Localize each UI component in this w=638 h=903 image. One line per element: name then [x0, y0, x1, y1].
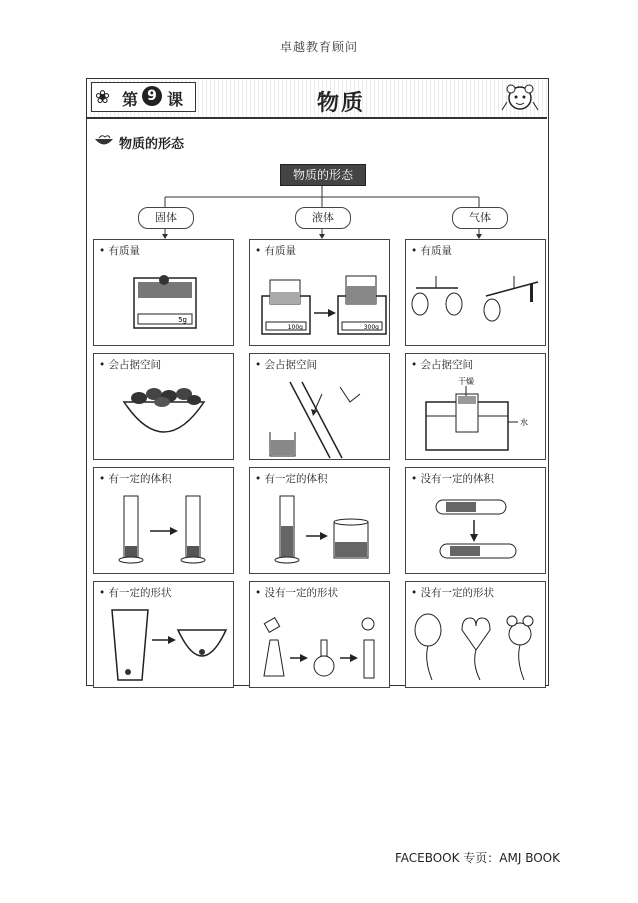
cell-label: • 会占据空间 [255, 359, 318, 371]
cell-label: • 会占据空间 [99, 359, 162, 371]
lesson-title: 物质 [317, 91, 366, 116]
cup-to-bowl-illustration [94, 600, 235, 688]
cell-solid-shape [93, 581, 234, 688]
cell-label: • 有一定的体积 [255, 473, 328, 485]
cell-label: • 没有一定的体积 [411, 473, 495, 485]
cell-gas-volume [405, 467, 546, 574]
scale-with-cylinder-illustration [250, 258, 391, 346]
scale-reading: 300g [363, 324, 379, 331]
cell-liquid-mass [249, 239, 390, 346]
shaped-balloons-illustration [406, 600, 547, 688]
water-label: 水 [520, 418, 528, 427]
cell-gas-shape [405, 581, 546, 688]
lesson-frame [86, 78, 549, 686]
lesson-number: 9 [142, 86, 162, 106]
page-header: 卓越教育顾问 [279, 40, 358, 54]
cell-solid-volume [93, 467, 234, 574]
branch-liquid: 液体 [295, 207, 351, 229]
cell-liquid-volume [249, 467, 390, 574]
dry-label: 干燥 [458, 377, 474, 386]
cell-label: • 有质量 [411, 245, 453, 257]
cell-liquid-shape [249, 581, 390, 688]
cell-label: • 有一定的体积 [99, 473, 172, 485]
cylinder-with-stone-illustration [94, 486, 235, 574]
cell-label: • 没有一定的形状 [255, 587, 339, 599]
scale-illustration [94, 258, 235, 346]
lesson-suffix: 课 [167, 90, 184, 109]
footer: FACEBOOK 专页：AMJ BOOK [394, 851, 560, 865]
branch-solid: 固体 [138, 207, 194, 229]
bottle-squeeze-illustration [406, 486, 547, 574]
cell-gas-space [405, 353, 546, 460]
cell-gas-mass [405, 239, 546, 346]
section-title-text: 物质的形态 [119, 137, 185, 152]
cell-liquid-space [249, 353, 390, 460]
cell-label: • 有质量 [255, 245, 297, 257]
scale-reading: 5g [178, 316, 187, 324]
inverted-cup-in-water-illustration [406, 372, 547, 460]
cell-label: • 会占据空间 [411, 359, 474, 371]
balloon-balance-illustration [406, 258, 547, 346]
pouring-liquid-illustration [250, 372, 391, 460]
cell-label: • 有一定的形状 [99, 587, 172, 599]
lesson-prefix: 第 [122, 90, 141, 109]
flasks-illustration [250, 600, 391, 688]
flower-icon: ❀ [95, 87, 111, 108]
branch-gas: 气体 [452, 207, 508, 229]
bowl-of-beans-illustration [94, 372, 235, 460]
root-label: 物质的形态 [280, 164, 366, 186]
cell-label: • 没有一定的形状 [411, 587, 495, 599]
cell-solid-space [93, 353, 234, 460]
scale-reading: 100g [287, 324, 303, 331]
cell-label: • 有质量 [99, 245, 141, 257]
cell-solid-mass [93, 239, 234, 346]
cylinder-to-beaker-illustration [250, 486, 391, 574]
